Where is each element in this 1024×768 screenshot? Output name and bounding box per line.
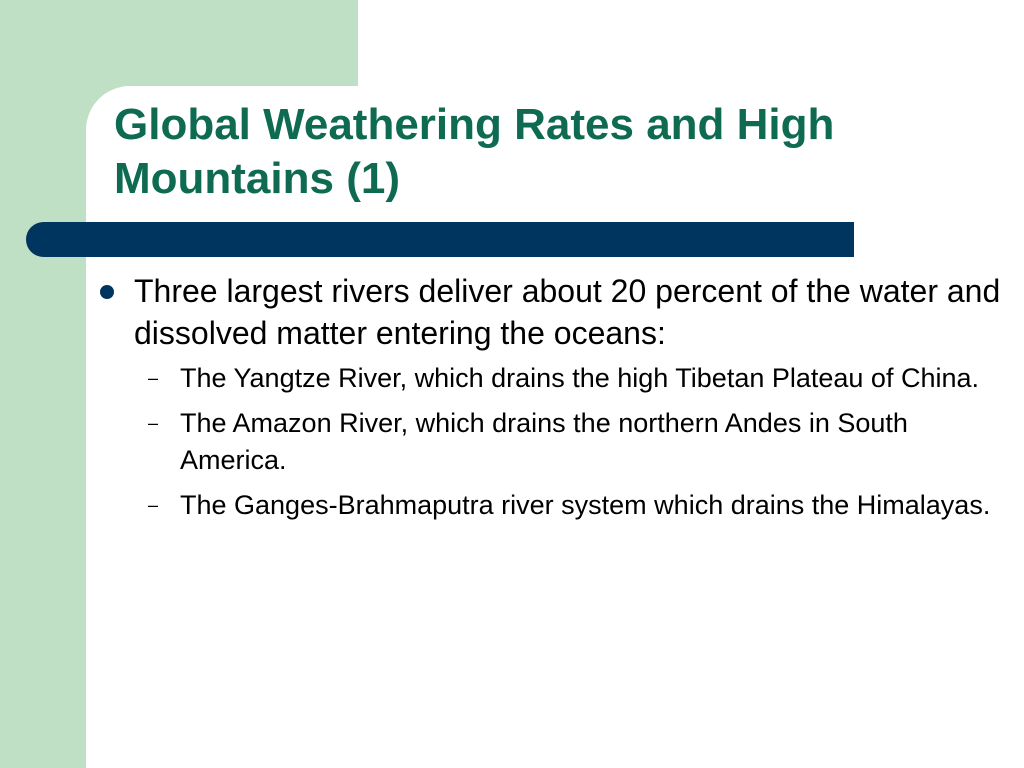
bullet-item [100,270,1010,354]
sub-bullet-text: The Ganges-Brahmaputra river system which drains the Himalayas. [180,490,991,520]
sub-bullet-item [100,360,1010,397]
bullet-text: Three largest rivers deliver about 20 percent of the water and dissolved matter entering the oceans: [134,273,1001,351]
sub-bullet-text: The Amazon River, which drains the northern Andes in South America. [180,408,908,475]
sub-bullet-text: The Yangtze River, which drains the high Tibetan Plateau of China. [180,363,979,393]
title-divider-bar [26,222,854,257]
dash-icon: – [148,495,159,515]
bullet-dot-icon [100,285,114,299]
sub-bullet-item [100,487,1010,524]
sub-bullet-list [100,360,1010,524]
dash-icon: – [148,368,159,388]
dash-icon: – [148,413,159,433]
green-side-band [0,0,86,768]
sub-bullet-item [100,405,1010,479]
slide-title: Global Weathering Rates and High Mountains (1) [114,100,835,203]
slide-body [100,270,1010,532]
